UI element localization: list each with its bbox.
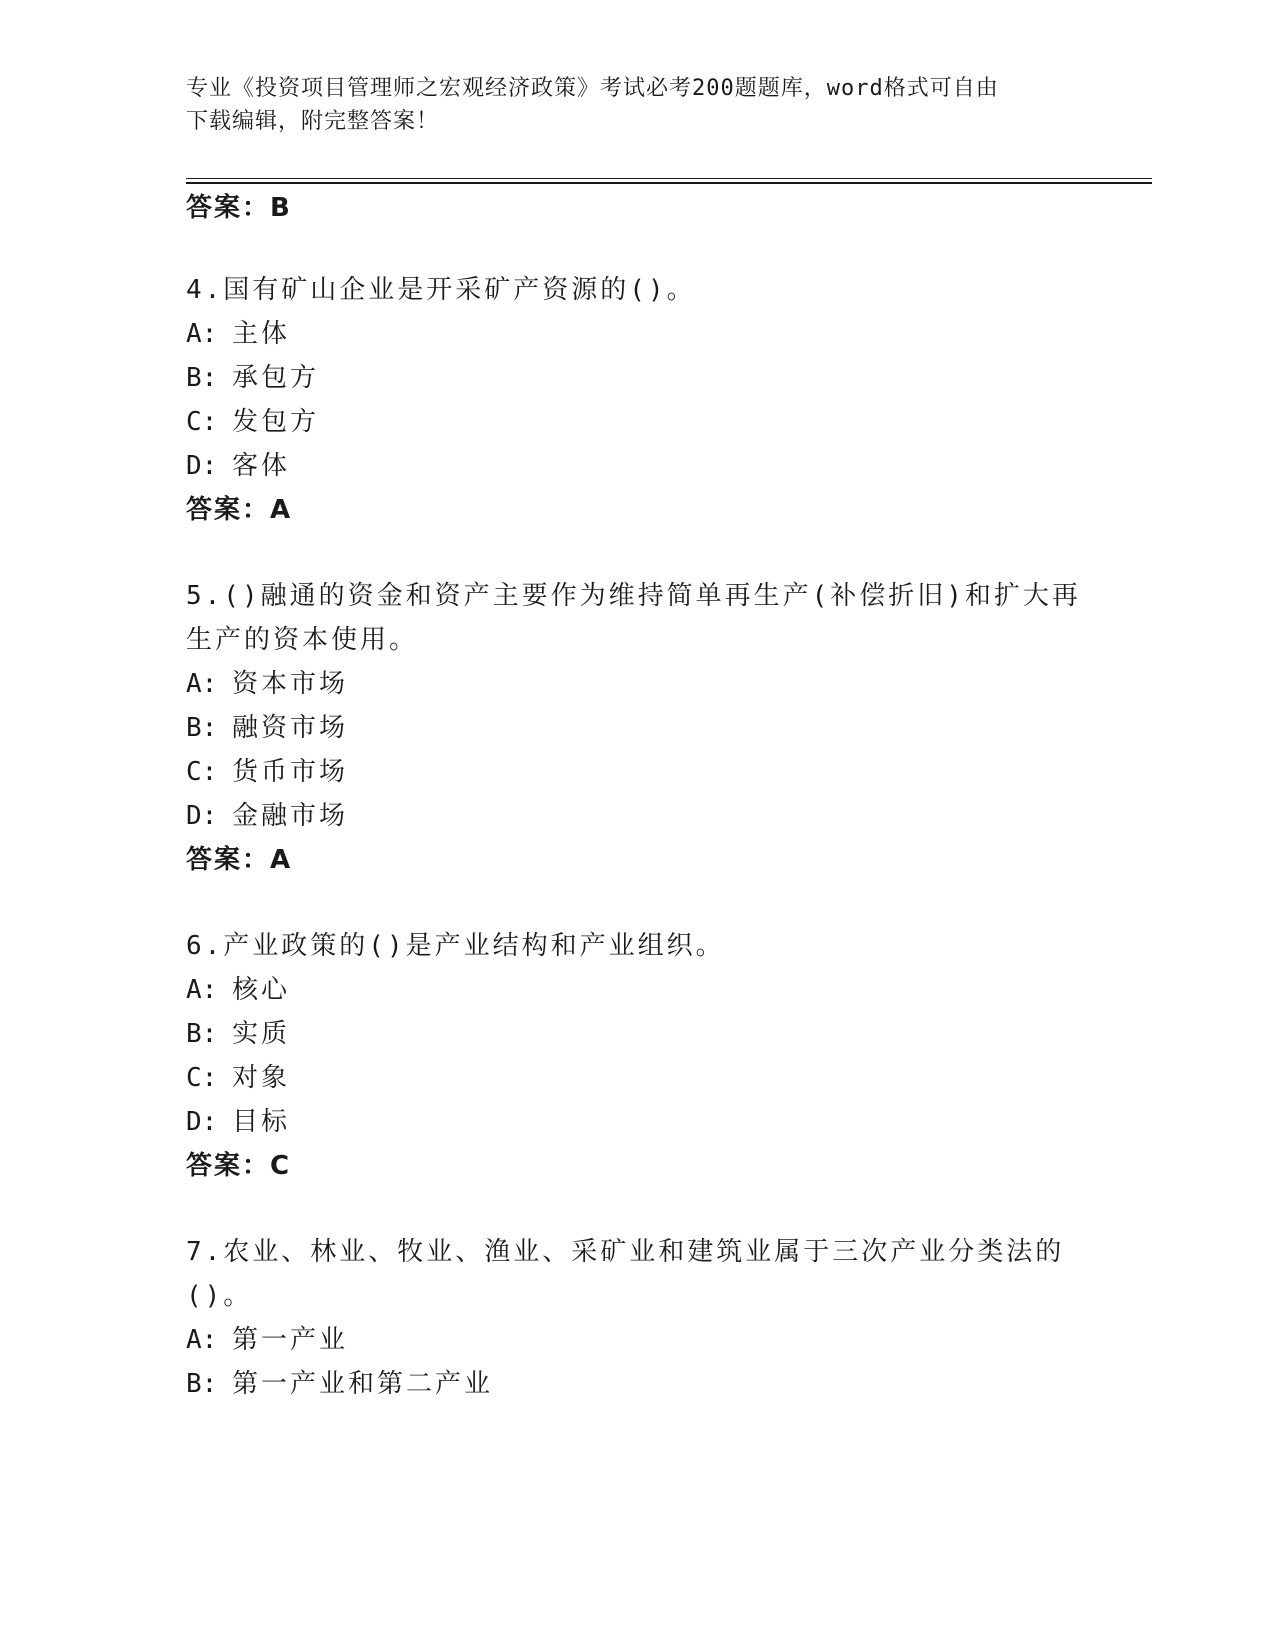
option-letter: B:	[186, 713, 218, 743]
option-text: 对象	[232, 1063, 291, 1093]
option-letter: A:	[186, 319, 218, 349]
question-stem: 6.产业政策的()是产业结构和产业组织。	[186, 931, 725, 961]
option-text: 客体	[232, 451, 291, 481]
option-letter: A:	[186, 1325, 218, 1355]
question-stem: 4.国有矿山企业是开采矿产资源的()。	[186, 275, 696, 305]
option-b	[186, 710, 348, 746]
option-letter: C:	[186, 757, 218, 787]
option-letter: A:	[186, 669, 218, 699]
answer: 答案：A	[186, 845, 293, 875]
previous-answer: 答案：B	[186, 193, 292, 223]
answer: 答案：C	[186, 1151, 292, 1181]
option-text: 承包方	[232, 363, 320, 393]
question-stem-continued: ()。	[186, 1281, 253, 1311]
option-text: 第一产业和第二产业	[232, 1369, 494, 1399]
option-text: 货币市场	[232, 757, 349, 787]
option-a	[186, 972, 290, 1008]
option-letter: D:	[186, 1107, 218, 1137]
option-b	[186, 360, 319, 396]
header-rule-thick	[186, 182, 1152, 184]
option-c	[186, 1060, 290, 1096]
option-text: 第一产业	[232, 1325, 349, 1355]
option-d	[186, 798, 348, 834]
option-d	[186, 1104, 290, 1140]
option-letter: B:	[186, 1369, 218, 1399]
document-header	[186, 72, 1066, 138]
header-line-1: 专业《投资项目管理师之宏观经济政策》考试必考200题题库，word格式可自由	[186, 76, 999, 101]
option-letter: A:	[186, 975, 218, 1005]
question-stem: 7.农业、林业、牧业、渔业、采矿业和建筑业属于三次产业分类法的	[186, 1237, 1065, 1267]
option-letter: B:	[186, 1019, 218, 1049]
option-letter: C:	[186, 407, 218, 437]
option-text: 金融市场	[232, 801, 349, 831]
option-text: 发包方	[232, 407, 320, 437]
option-c	[186, 404, 319, 440]
question-stem-continued: 生产的资本使用。	[186, 625, 419, 655]
header-line-2: 下载编辑，附完整答案！	[186, 109, 440, 134]
option-text: 主体	[232, 319, 291, 349]
header-rule-thin	[186, 178, 1152, 179]
option-text: 资本市场	[232, 669, 349, 699]
option-letter: B:	[186, 363, 218, 393]
option-b	[186, 1016, 290, 1052]
option-text: 融资市场	[232, 713, 349, 743]
option-c	[186, 754, 348, 790]
option-text: 目标	[232, 1107, 291, 1137]
option-letter: C:	[186, 1063, 218, 1093]
option-a	[186, 666, 348, 702]
option-text: 核心	[232, 975, 291, 1005]
option-text: 实质	[232, 1019, 291, 1049]
question-stem: 5.()融通的资金和资产主要作为维持简单再生产(补偿折旧)和扩大再	[186, 581, 1081, 611]
option-d	[186, 448, 290, 484]
option-letter: D:	[186, 801, 218, 831]
option-a	[186, 316, 290, 352]
option-letter: D:	[186, 451, 218, 481]
option-a	[186, 1322, 348, 1358]
answer: 答案：A	[186, 495, 293, 525]
option-b	[186, 1366, 493, 1402]
